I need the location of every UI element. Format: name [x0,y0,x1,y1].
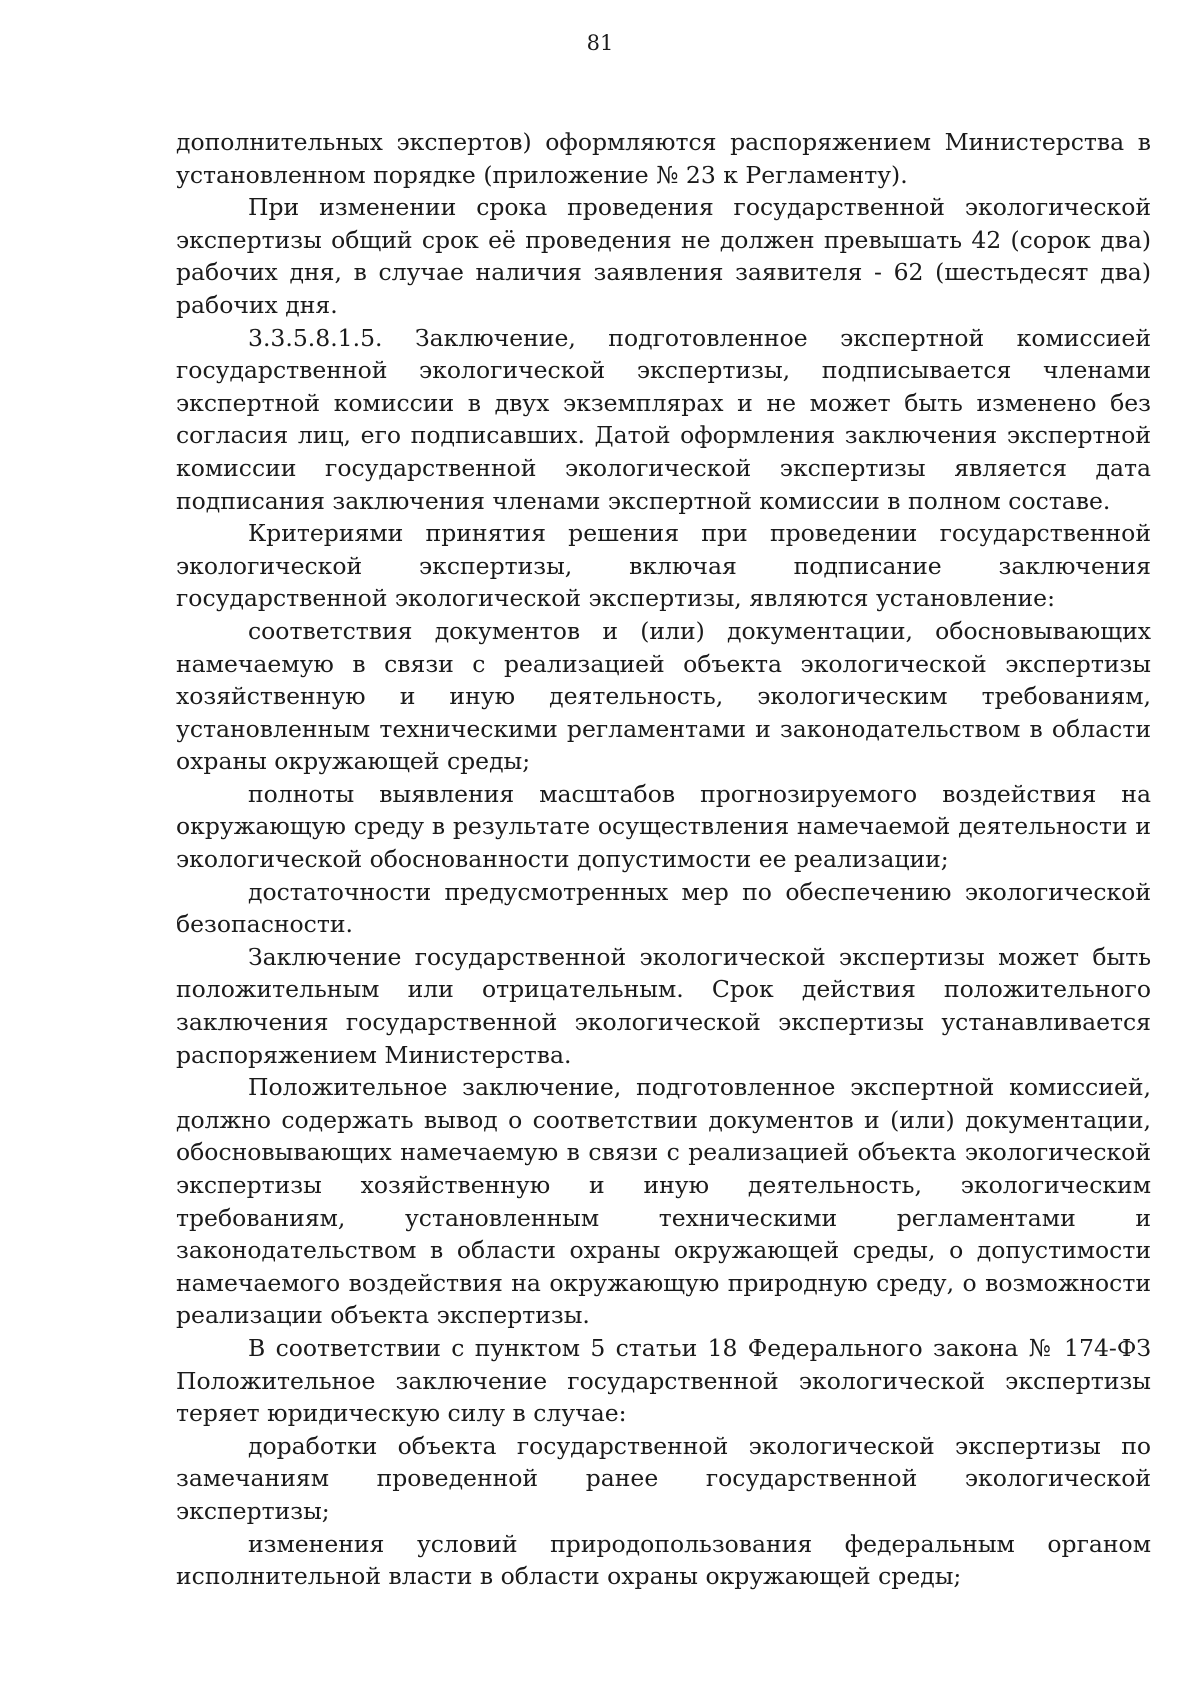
paragraph-criteria-item-completeness: полноты выявления масштабов прогнозируемого воздействия на окружающую среду в результате осуществления намечаемой деятельности и экологической обоснованности допустимости ее реализации; [176,779,1151,874]
paragraph-case-conditions-change: изменения условий природопользования федеральным органом исполнительной власти в области охраны окружающей среды; [176,1529,1151,1591]
page-number: 81 [586,31,614,55]
document-body [176,126,1151,1593]
paragraph-positive-conclusion: Положительное заключение, подготовленное экспертной комиссией, должно содержать вывод о соответствии документов и (или) документации, обосновывающих намечаемую в связи с реализацией объекта экологической экспертизы хозяйственную и иную деятельность, экологическим требованиям, установленным техническими регламентами и законодательством в области охраны окружающей среды, о допустимости намечаемого воздействия на окружающую природную среду, о возможности реализации объекта экспертизы. [176,1073,1151,1330]
paragraph-criteria-item-compliance: соответствия документов и (или) документации, обосновывающих намечаемую в связи с реализацией объекта экологической экспертизы хозяйственную и иную деятельность, экологическим требованиям, установленным техническими регламентами и законодательством в области охраны окружающей среды; [176,616,1151,776]
paragraph-criteria: Критериями принятия решения при проведении государственной экологической экспертизы, включая подписание заключения государственной экологической экспертизы, являются установление: [176,519,1151,613]
paragraph-law-reference: В соответствии с пунктом 5 статьи 18 Федерального закона № 174-ФЗ Положительное заключение государственной экологической экспертизы теряет юридическую силу в случае: [176,1333,1151,1428]
paragraph-conclusion-types: Заключение государственной экологической экспертизы может быть положительным или отрицательным. Срок действия положительного заключения государственной экологической экспертизы устанавливается распоряжением Министерства. [176,942,1151,1069]
paragraph-term-change: При изменении срока проведения государственной экологической экспертизы общий срок её проведения не должен превышать 42 (сорок два) рабочих дня, в случае наличия заявления заявителя - 62 (шестьдесят два) рабочих дня. [176,193,1151,319]
paragraph-section-3-3-5-8-1-5: 3.3.5.8.1.5. Заключение, подготовленное экспертной комиссией государственной экологической экспертизы, подписывается членами экспертной комиссии в двух экземплярах и не может быть изменено без согласия лиц, его подписавших. Датой оформления заключения экспертной комиссии государственной экологической экспертизы является дата подписания заключения членами экспертной комиссии в полном составе. [176,323,1151,515]
paragraph-criteria-item-sufficiency: достаточности предусмотренных мер по обеспечению экологической безопасности. [176,877,1151,939]
paragraph-case-revision: доработки объекта государственной экологической экспертизы по замечаниям проведенной ранее государственной экологической экспертизы; [176,1431,1151,1525]
paragraph-continuation: дополнительных экспертов) оформляются распоряжением Министерства в установленном порядке (приложение № 23 к Регламенту). [176,128,1151,189]
